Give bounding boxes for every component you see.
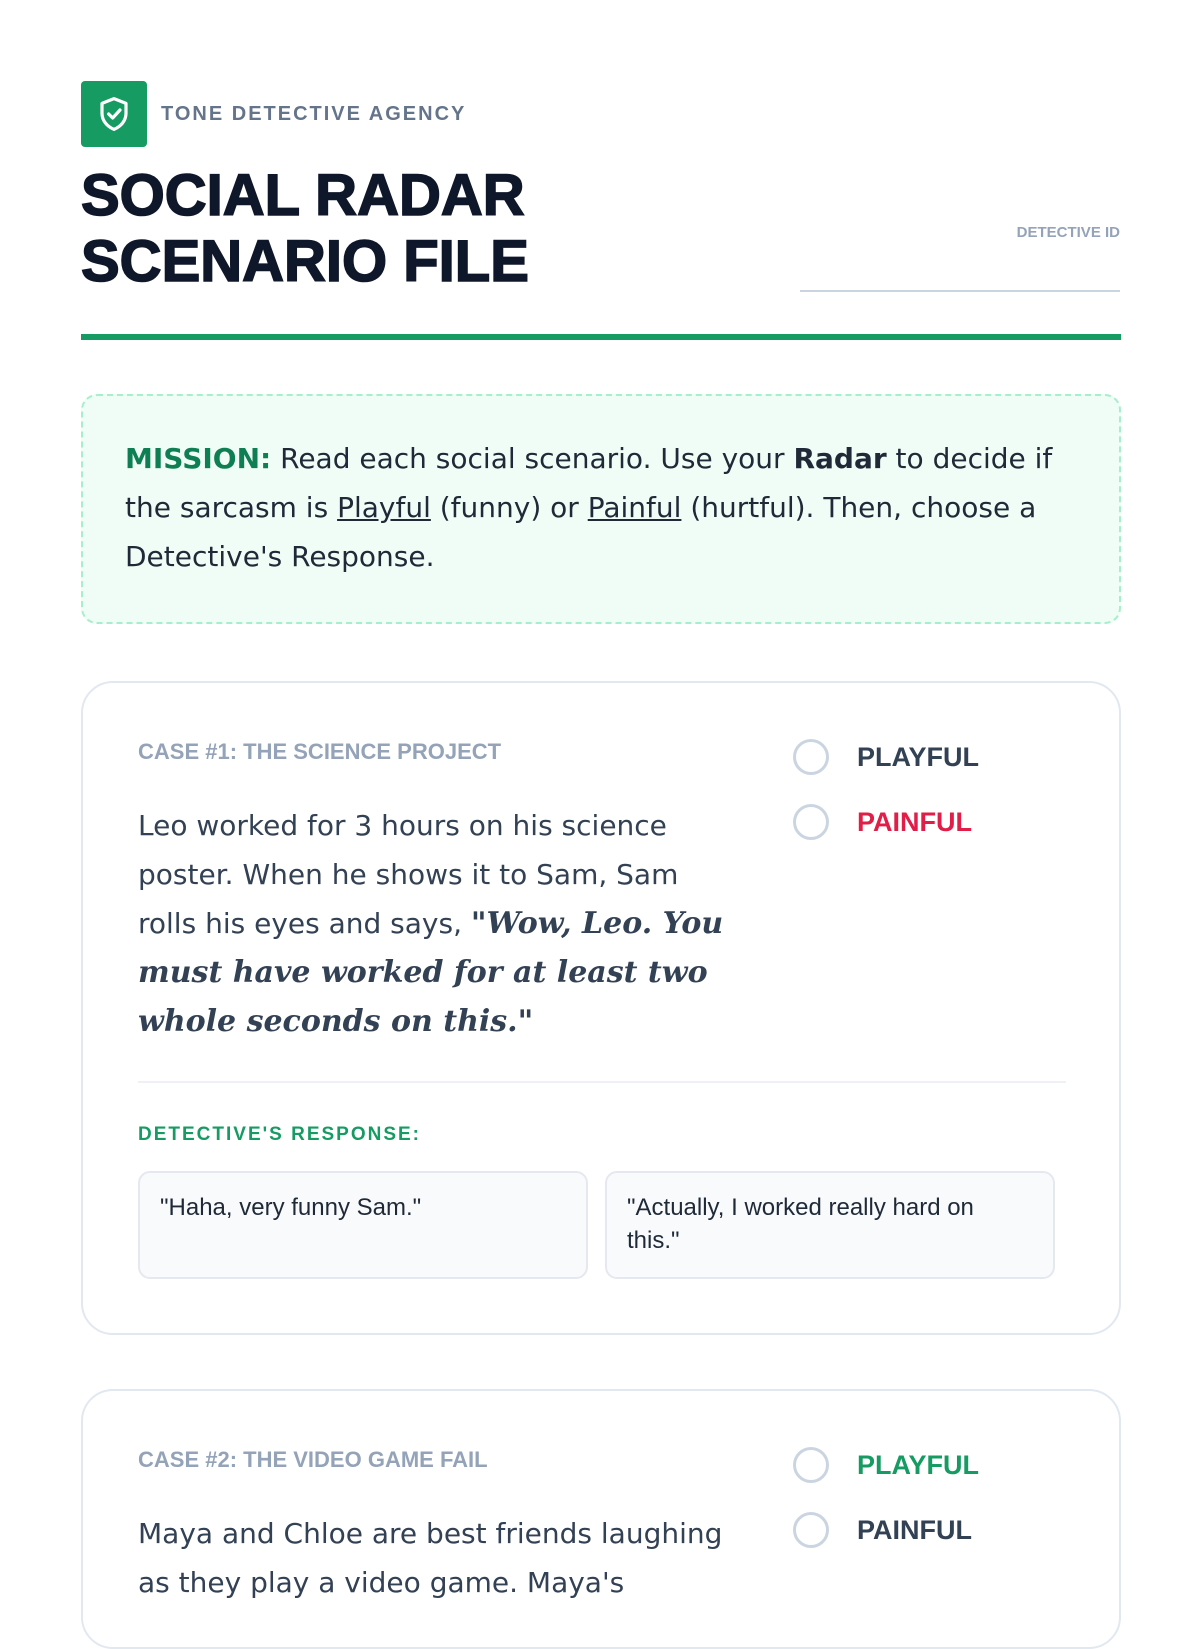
radio-circle[interactable] xyxy=(793,739,829,775)
mission-painful: Painful xyxy=(587,491,682,524)
case-story: Maya and Chloe are best friends laughing as they play a video game. Maya's xyxy=(138,1517,723,1599)
mission-label: MISSION: xyxy=(125,442,272,475)
option-painful-label: PAINFUL xyxy=(857,806,972,837)
response-option-1[interactable]: "Haha, very funny Sam." xyxy=(138,1171,588,1279)
radio-circle[interactable] xyxy=(793,1512,829,1548)
response-label: DETECTIVE'S RESPONSE: xyxy=(138,1124,422,1145)
option-playful-label: PLAYFUL xyxy=(857,1449,980,1480)
case-story xyxy=(138,801,728,1046)
option-painful[interactable] xyxy=(793,804,972,840)
case-card-2 xyxy=(81,1389,1121,1649)
page-title xyxy=(81,163,529,295)
option-painful[interactable] xyxy=(793,1512,972,1548)
mission-text-4: (hurtful). Then, choose a Detective's Response. xyxy=(125,491,1037,573)
case-divider xyxy=(138,1081,1066,1083)
mission-box xyxy=(81,394,1121,624)
brand-badge xyxy=(81,81,147,147)
title-line-1: SOCIAL RADAR xyxy=(81,163,525,228)
option-playful-label: PLAYFUL xyxy=(857,741,980,772)
agency-brand xyxy=(81,81,466,147)
mission-radar: Radar xyxy=(793,442,887,475)
detective-id-field[interactable] xyxy=(800,290,1120,292)
mission-text-3: (funny) or xyxy=(430,491,588,524)
response-option-2[interactable]: "Actually, I worked really hard on this." xyxy=(605,1171,1055,1279)
option-playful[interactable] xyxy=(793,1447,979,1483)
story-text: Leo worked for 3 hours on his science poster. When he shows it to Sam, Sam rolls his eyes and says, xyxy=(138,809,679,940)
mission-text-2: to decide if the sarcasm is xyxy=(125,442,1053,524)
mission-text-1: Read each social scenario. Use your xyxy=(271,442,794,475)
case-card-1 xyxy=(81,681,1121,1335)
shield-check-icon xyxy=(98,96,130,132)
header-divider xyxy=(81,334,1121,340)
detective-id-label: DETECTIVE ID xyxy=(1016,224,1120,241)
option-painful-label: PAINFUL xyxy=(857,1514,972,1545)
case-title: CASE #2: THE VIDEO GAME FAIL xyxy=(138,1447,488,1472)
story-quote: "Wow, Leo. You must have worked for at least two whole seconds on this." xyxy=(138,906,724,1039)
case-title: CASE #1: THE SCIENCE PROJECT xyxy=(138,739,502,764)
radio-circle[interactable] xyxy=(793,1447,829,1483)
title-line-2: SCENARIO FILE xyxy=(81,229,529,294)
agency-name: TONE DETECTIVE AGENCY xyxy=(161,102,467,125)
mission-playful: Playful xyxy=(337,491,431,524)
radio-circle[interactable] xyxy=(793,804,829,840)
option-playful[interactable] xyxy=(793,739,979,775)
